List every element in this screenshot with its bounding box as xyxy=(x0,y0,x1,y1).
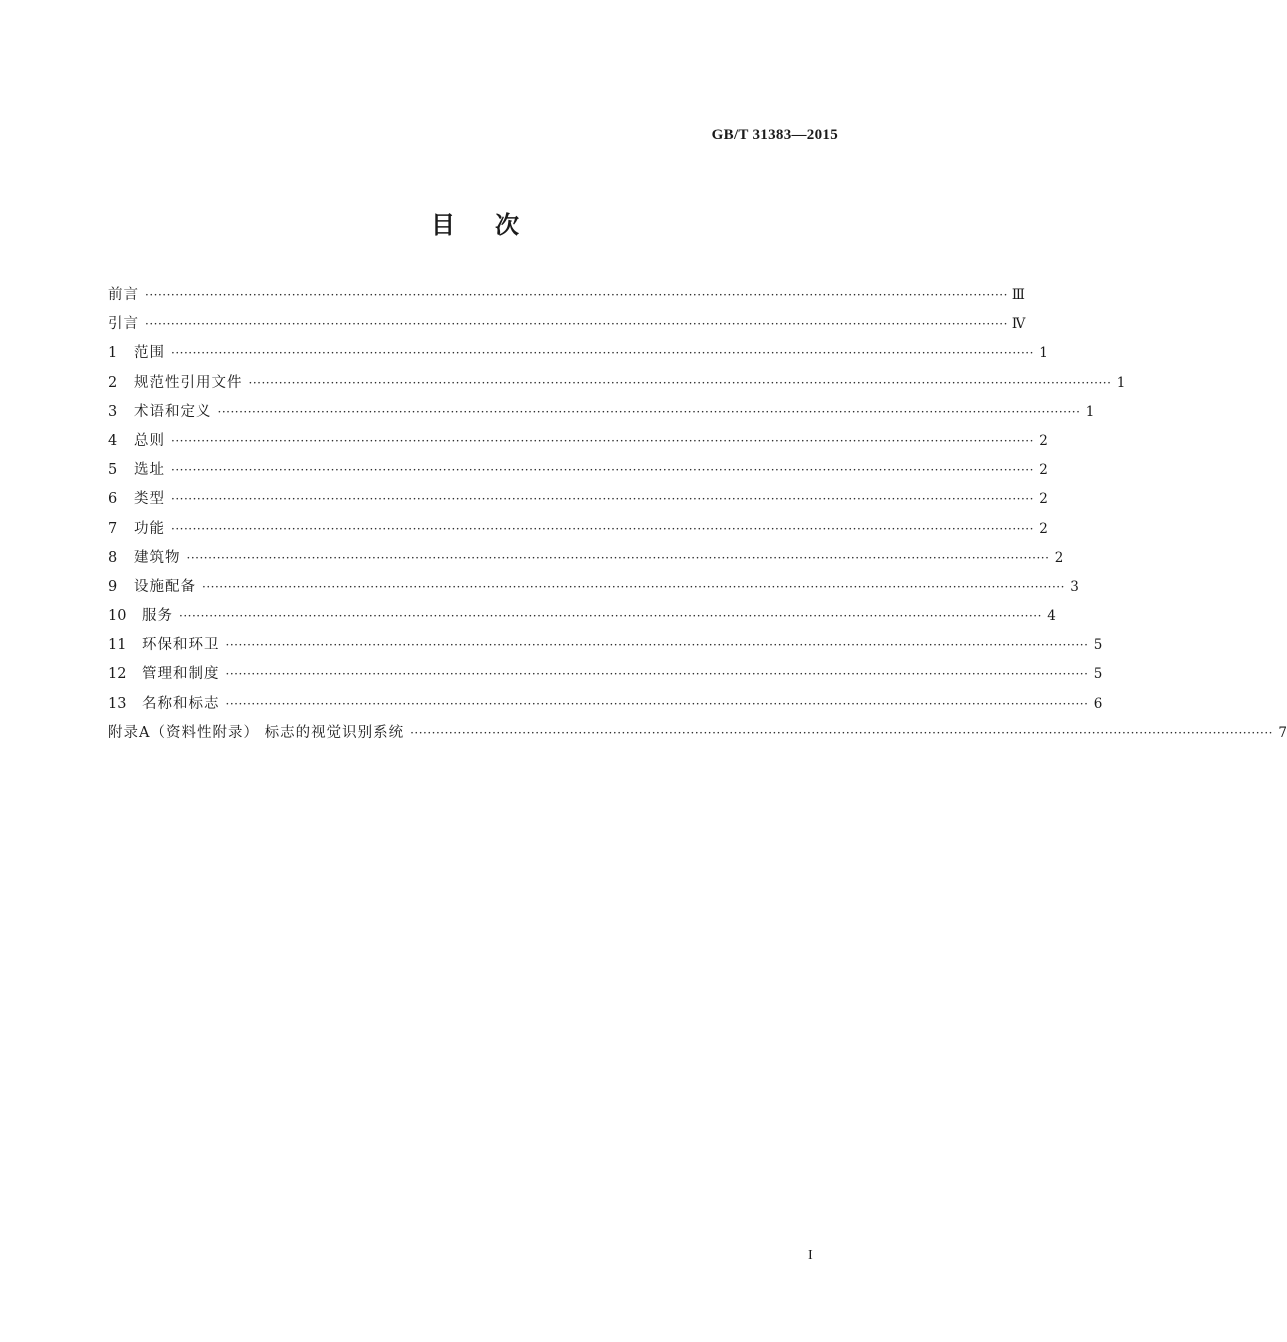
toc-entry-number: 11 xyxy=(108,637,127,654)
standard-code: GB/T 31383—2015 xyxy=(711,127,838,143)
toc-entry-label: 功能 xyxy=(134,520,165,537)
toc-entry-number: 10 xyxy=(108,608,127,625)
toc-leader-dots: ········································································································································································································ xyxy=(171,492,1034,507)
footer-page-number: I xyxy=(808,1248,813,1263)
toc-entry-number: 4 xyxy=(108,432,118,449)
toc-entry-label: 服务 xyxy=(142,608,173,625)
page-title: 目次 xyxy=(431,211,559,239)
toc-entry-page: 1 xyxy=(1116,374,1126,391)
toc-entry-label: 前言 xyxy=(108,287,139,303)
toc-entry-page: 2 xyxy=(1039,462,1048,479)
toc-leader-dots: ········································································································································································································ xyxy=(225,638,1089,653)
toc-entry-number: 12 xyxy=(108,666,127,683)
toc-entry-label: 范围 xyxy=(134,345,165,362)
toc-entry-page: 7 xyxy=(1278,724,1287,741)
toc-entry xyxy=(108,487,1048,516)
toc-entry xyxy=(108,604,1056,633)
toc-entry-number: 5 xyxy=(108,462,118,479)
toc-entry-label: 总则 xyxy=(134,432,165,449)
toc-entry-number: 7 xyxy=(108,520,118,537)
toc-leader-dots: ········································································································································································································ xyxy=(202,579,1065,594)
toc-leader-dots: ········································································································································································································ xyxy=(225,667,1089,682)
toc-entry-number: 2 xyxy=(108,374,118,391)
toc-leader-dots: ········································································································································································································ xyxy=(179,609,1042,624)
toc-entry-number: 13 xyxy=(108,695,127,712)
toc-entry-label: 管理和制度 xyxy=(142,666,220,683)
toc-entry-page: 2 xyxy=(1039,491,1048,508)
toc-entry xyxy=(108,283,1025,312)
toc-entry xyxy=(108,692,1103,721)
toc-entry-page: 1 xyxy=(1085,403,1095,420)
toc-entry-page: 2 xyxy=(1054,549,1064,566)
toc-leader-dots: ········································································································································································································ xyxy=(248,375,1112,390)
toc-leader-dots: ········································································································································································································ xyxy=(145,288,1008,302)
toc-entry-page: Ⅳ xyxy=(1011,316,1026,333)
toc-entry-label: 规范性引用文件 xyxy=(134,374,243,391)
toc-entry-label: 引言 xyxy=(108,316,139,333)
toc-entry-number: 1 xyxy=(108,345,118,362)
toc-leader-dots: ········································································································································································································ xyxy=(217,404,1081,419)
toc-entry-page: Ⅲ xyxy=(1011,287,1025,303)
toc-entry-page: 4 xyxy=(1047,608,1056,625)
toc-entry xyxy=(108,517,1048,546)
toc-leader-dots: ········································································································································································································ xyxy=(171,433,1034,448)
toc-entry-page: 1 xyxy=(1039,345,1048,362)
toc-entry xyxy=(108,429,1048,458)
toc-leader-dots: ········································································································································································································ xyxy=(186,550,1050,565)
table-of-contents xyxy=(108,283,1287,750)
toc-entry xyxy=(108,341,1048,370)
toc-entry-page: 5 xyxy=(1093,666,1103,683)
toc-entry xyxy=(108,312,1026,341)
toc-entry-label: 建筑物 xyxy=(134,549,181,566)
toc-entry-label: 环保和环卫 xyxy=(142,637,220,654)
toc-entry-page: 2 xyxy=(1039,520,1048,537)
toc-entry-number: 9 xyxy=(108,578,118,595)
toc-entry xyxy=(108,575,1079,604)
toc-entry xyxy=(108,633,1103,662)
toc-entry-label: 设施配备 xyxy=(134,578,196,595)
toc-entry-label: 术语和定义 xyxy=(134,403,212,420)
toc-leader-dots: ········································································································································································································ xyxy=(410,725,1273,740)
toc-leader-dots: ········································································································································································································ xyxy=(171,346,1034,361)
toc-entry xyxy=(108,662,1103,691)
toc-leader-dots: ········································································································································································································ xyxy=(171,521,1034,536)
toc-entry-label: 附录A（资料性附录） 标志的视觉识别系统 xyxy=(108,724,405,741)
toc-entry xyxy=(108,721,1287,750)
toc-entry-label: 选址 xyxy=(134,462,165,479)
toc-leader-dots: ········································································································································································································ xyxy=(171,463,1034,478)
toc-leader-dots: ········································································································································································································ xyxy=(225,696,1089,711)
toc-entry-page: 3 xyxy=(1070,578,1079,595)
toc-entry xyxy=(108,458,1048,487)
toc-entry xyxy=(108,371,1126,400)
toc-entry-label: 类型 xyxy=(134,491,165,508)
toc-leader-dots: ········································································································································································································ xyxy=(145,317,1008,332)
toc-entry-label: 名称和标志 xyxy=(142,695,220,712)
toc-entry-page: 5 xyxy=(1093,637,1103,654)
toc-entry-number: 6 xyxy=(108,491,118,508)
toc-entry xyxy=(108,546,1064,575)
toc-entry-number: 8 xyxy=(108,549,118,566)
toc-entry-page: 6 xyxy=(1093,695,1103,712)
toc-entry xyxy=(108,400,1095,429)
toc-entry-number: 3 xyxy=(108,403,118,420)
toc-entry-page: 2 xyxy=(1039,432,1048,449)
